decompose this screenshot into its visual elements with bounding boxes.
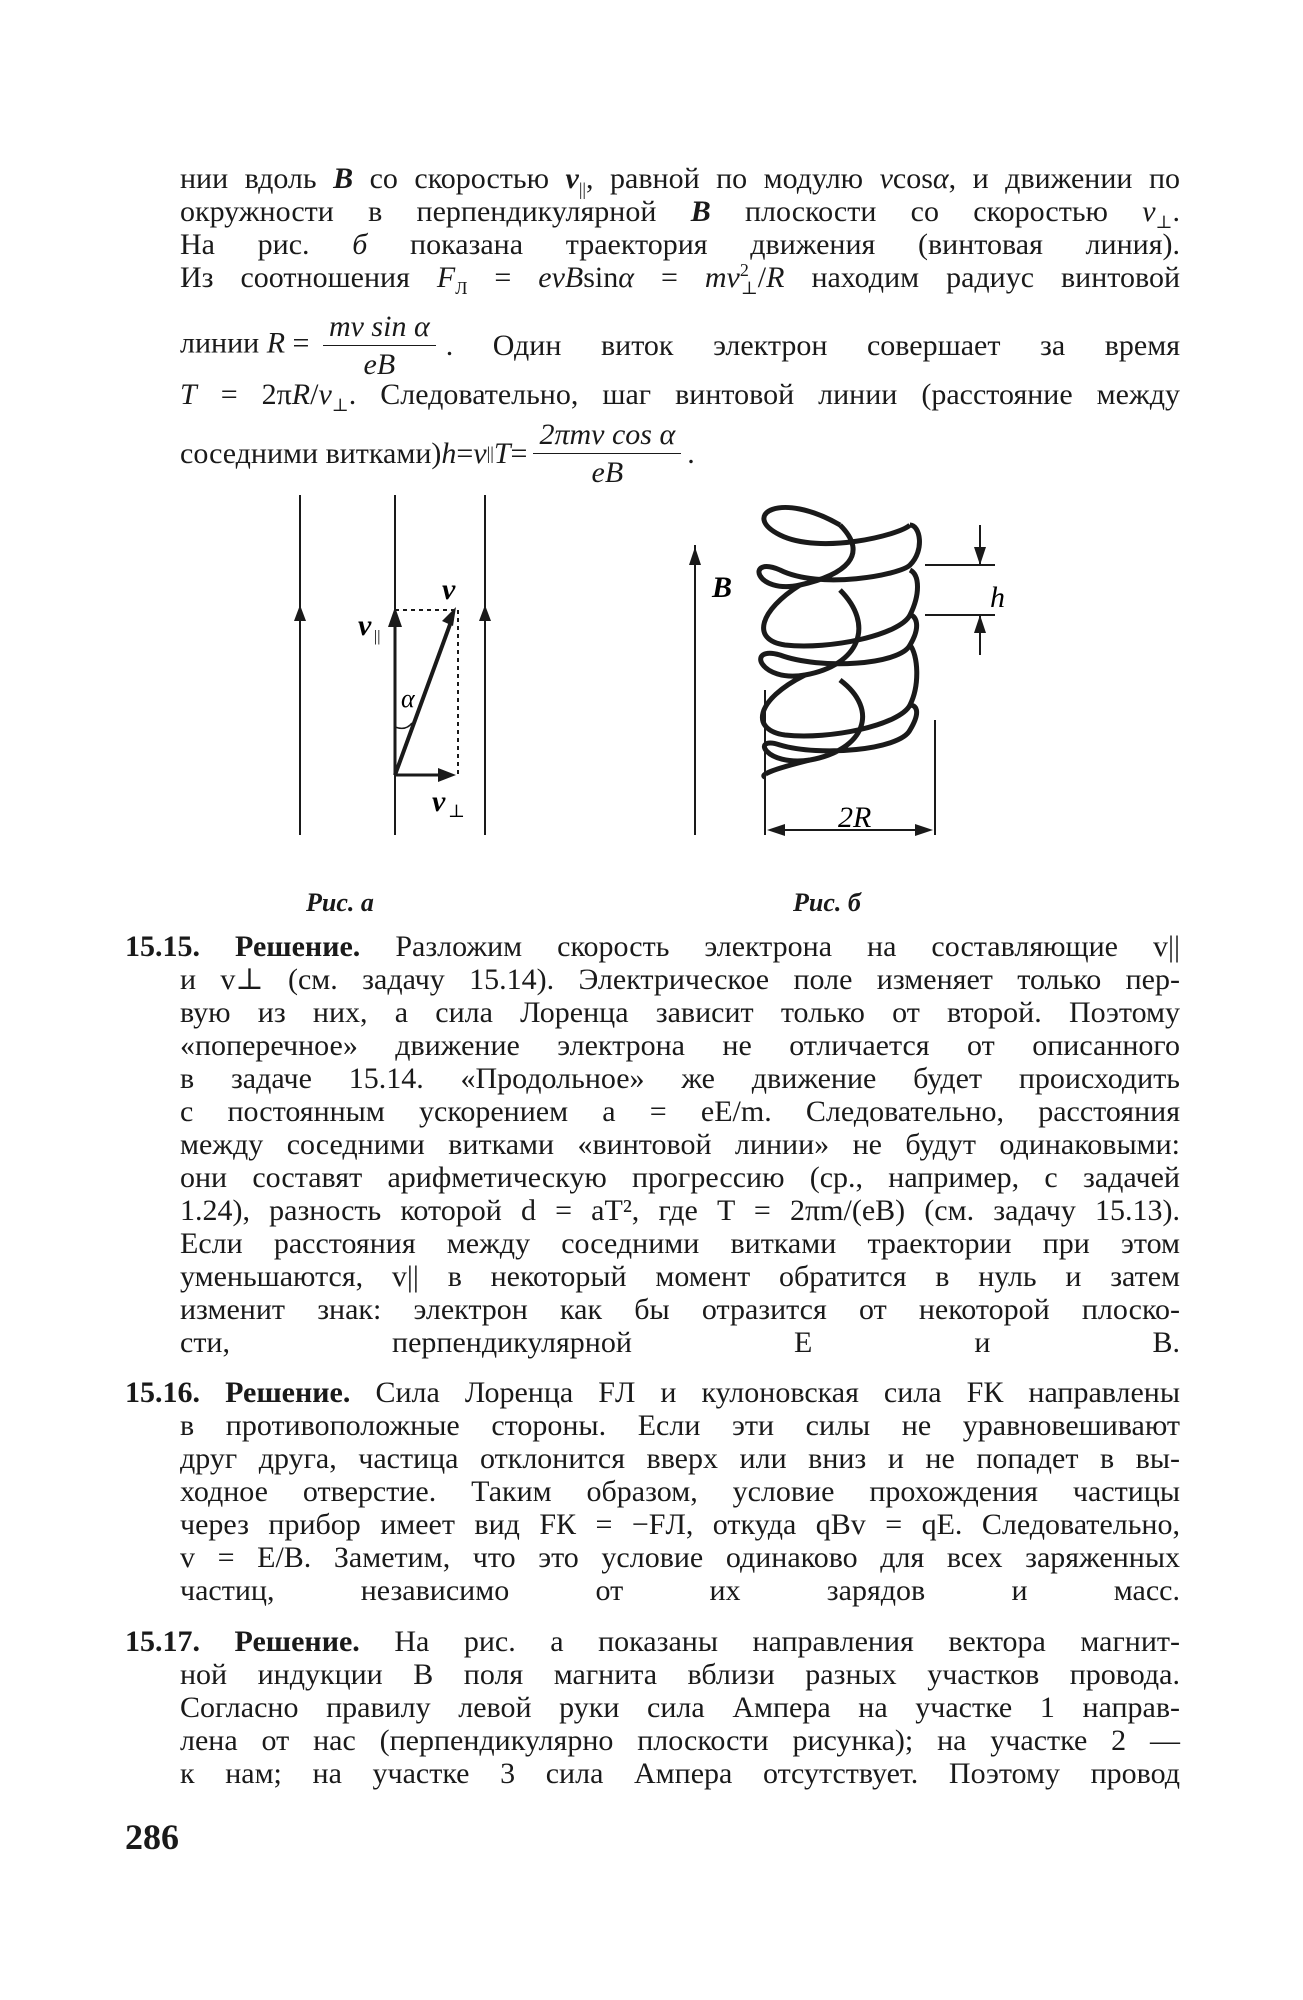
sol-15-16-line-3: ходное отверстие. Таким образом, условие прохождения частицы xyxy=(180,1475,1180,1508)
intro-line-4: Из соотношения $F_Л = evBsin\alpha = mv^2_\perp/R$ находим радиус винтовой xyxy=(180,260,1180,298)
vector-v-perp-head xyxy=(438,768,456,782)
figure-b-caption: Рис. б xyxy=(793,888,861,917)
h-arrow-bottom xyxy=(974,615,986,633)
solution-15-16 xyxy=(125,1376,1180,1607)
sol-15-15-line-6: между соседними витками «винтовой линии» не будут одинаковыми: xyxy=(180,1128,1180,1161)
sol-15-17-line-2: Согласно правилу левой руки сила Ампера на участке 1 направ- xyxy=(180,1691,1180,1724)
figure-a xyxy=(270,495,520,895)
solution-15-15 xyxy=(125,930,1180,1359)
solution-15-17 xyxy=(125,1625,1180,1790)
sol-15-15-line-4: в задаче 15.14. «Продольное» же движение будет происходить xyxy=(180,1062,1180,1095)
fraction-R: $\frac{\text{mv sin α}}{eB}$ xyxy=(323,310,436,381)
helix xyxy=(759,507,920,777)
sol-15-15-line-11: изменит знак: электрон как бы отразится от некоторой плоско- xyxy=(180,1293,1180,1326)
sol-15-15-line-1: и v⊥ (см. задачу 15.14). Электрическое поле изменяет только пер- xyxy=(180,963,1180,996)
sol-15-15-line-0: 15.15. Решение. Разложим скорость электрона на составляющие v|| xyxy=(125,930,1181,963)
sol-15-15-line-3: «поперечное» движение электрона не отличается от описанного xyxy=(180,1029,1180,1062)
sol-15-16-line-1: в противоположные стороны. Если эти силы не уравновешивают xyxy=(180,1409,1180,1442)
field-arrow-B xyxy=(689,547,701,565)
intro-formula-line-h: соседними витками) h = v || T = $\frac{\text{2πmv cos α}}{eB}$ . xyxy=(180,417,695,489)
sol-15-15-line-10: уменьшаются, v|| в некоторый момент обратится в нуль и затем xyxy=(180,1260,1180,1293)
sol-15-16-line-4: через прибор имеет вид FК = −FЛ, откуда qBv = qE. Следовательно, xyxy=(180,1508,1180,1541)
intro-line-6: $T = 2\pi R/v_\perp$. Следовательно, шаг винтовой линии (расстояние между xyxy=(180,378,1180,415)
sol-15-17-line-3: лена от нас (перпендикулярно плоскости рисунка); на участке 2 — xyxy=(180,1724,1180,1757)
figure-b xyxy=(670,495,1030,865)
intro-formula-line-R: линии R = $\frac{\text{mv sin α}}{eB}$ . Один виток электрон совершает за время xyxy=(180,309,1180,381)
sol-15-15-line-7: они составят арифметическую прогрессию (ср., например, с задачей xyxy=(180,1161,1180,1194)
label-v-perp: v xyxy=(432,785,446,818)
sol-15-15-line-12: сти, перпендикулярной E и B. xyxy=(180,1326,1180,1359)
dim-2R-arrow-right xyxy=(915,824,933,836)
intro-line-6-block xyxy=(180,378,1180,415)
label-B: B xyxy=(712,571,733,604)
intro-paragraph xyxy=(180,162,1181,298)
sol-15-15-line-5: с постоянным ускорением a = eE/m. Следовательно, расстояния xyxy=(180,1095,1180,1128)
h-arrow-top xyxy=(974,547,986,565)
sol-15-15-line-9: Если расстояния между соседними витками траектории при этом xyxy=(180,1227,1180,1260)
angle-arc xyxy=(395,723,412,728)
sol-15-16-line-6: частиц, независимо от их зарядов и масс. xyxy=(180,1574,1180,1607)
sol-15-17-line-0: 15.17. Решение. На рис. а показаны направления вектора магнит- xyxy=(125,1625,1180,1658)
sol-15-16-line-5: v = E/B. Заметим, что это условие одинаково для всех заряженных xyxy=(180,1541,1180,1574)
intro-line-1: нии вдоль B со скоростью $v_{||}$, равной по модулю vcosα, и движении по xyxy=(180,162,1181,199)
intro-line-3: На рис. б показана траектория движения (винтовая линия). xyxy=(180,228,1180,261)
sol-15-17-line-1: ной индукции B поля магнита вблизи разных участков провода. xyxy=(180,1658,1180,1691)
field-arrow-left xyxy=(294,605,306,621)
field-arrow-right xyxy=(479,605,491,621)
dim-2R-arrow-left xyxy=(767,824,785,836)
label-v-parallel-sub: || xyxy=(374,628,381,645)
sol-15-17-line-4: к нам; на участке 3 сила Ампера отсутствует. Поэтому провод xyxy=(180,1757,1180,1790)
fraction-h: $\frac{\text{2πmv cos α}}{eB}$ xyxy=(533,418,681,489)
sol-15-16-line-2: друг друга, частица отклонится вверх или вниз и не попадет в вы- xyxy=(180,1442,1180,1475)
label-v-perp-sub: ⊥ xyxy=(448,801,465,821)
sol-15-16-line-0: 15.16. Решение. Сила Лоренца FЛ и кулоновская сила FК направлены xyxy=(125,1376,1181,1409)
label-2R: 2R xyxy=(838,801,872,834)
figure-a-caption: Рис. а xyxy=(306,888,374,917)
sol-15-15-line-8: 1.24), разность которой d = aT², где T = 2πm/(eB) (см. задачу 15.13). xyxy=(180,1194,1180,1227)
page-number: 286 xyxy=(125,1817,179,1857)
sol-15-15-line-2: вую из них, а сила Лоренца зависит только от второй. Поэтому xyxy=(180,996,1180,1029)
label-v: v xyxy=(442,573,456,606)
label-h: h xyxy=(990,581,1005,614)
intro-line-2: окружности в перпендикулярной B плоскости со скоростью $v_\perp$. xyxy=(180,195,1180,232)
label-v-parallel: v xyxy=(358,609,372,642)
label-alpha: α xyxy=(401,684,415,713)
